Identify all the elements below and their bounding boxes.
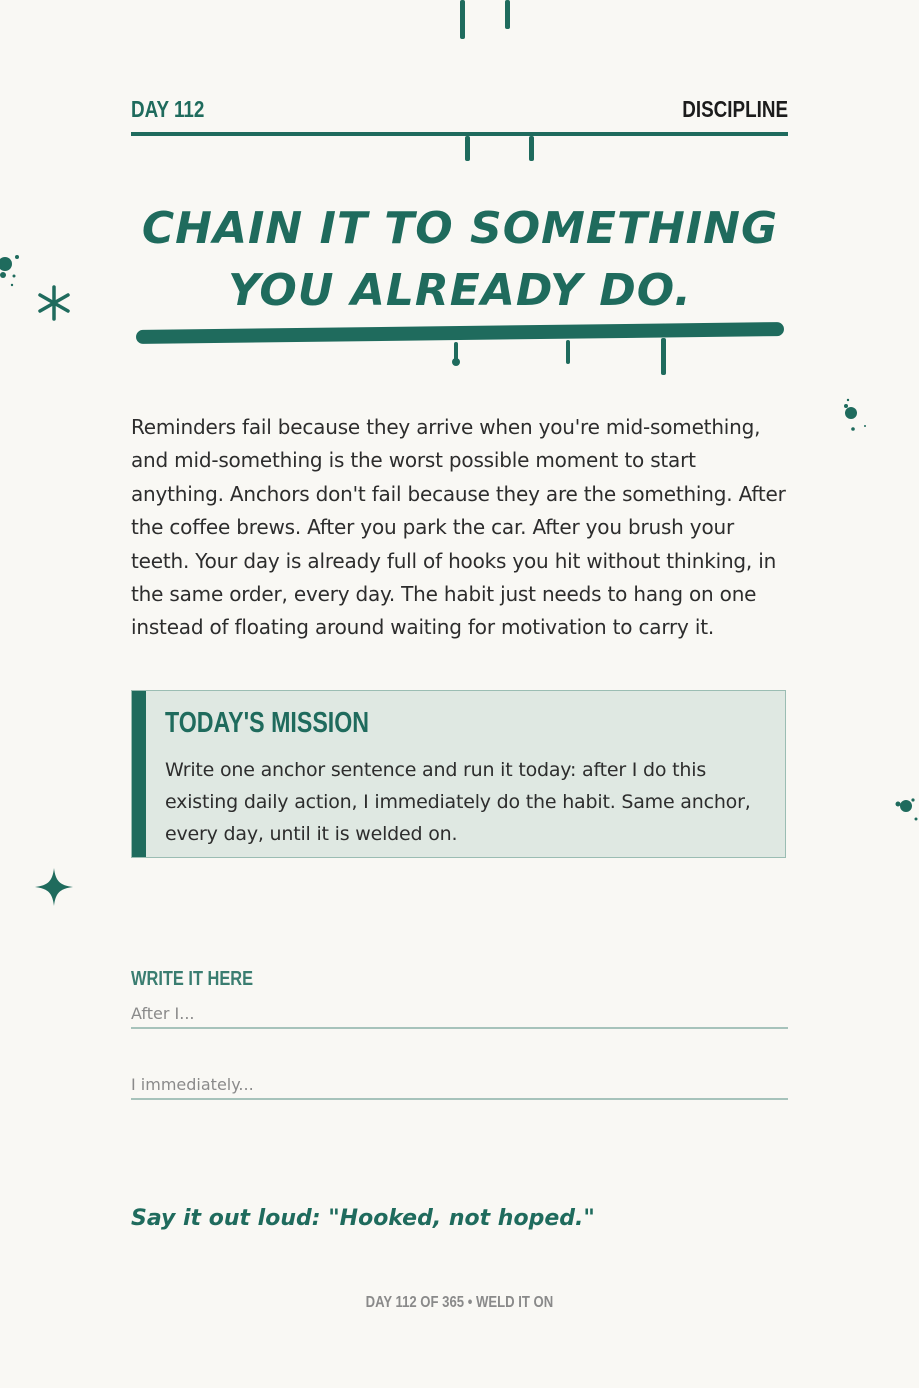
top-tick-left xyxy=(460,0,465,39)
ink-splat-right-icon xyxy=(838,394,870,434)
mission-title: TODAY'S MISSION xyxy=(165,707,370,739)
header-tick-right xyxy=(529,136,534,161)
drip-2 xyxy=(566,340,570,364)
after-field[interactable] xyxy=(131,999,788,1029)
top-tick-right xyxy=(505,0,510,29)
header-tick-left xyxy=(465,136,470,161)
footer-text: DAY 112 OF 365 • WELD IT ON xyxy=(365,1294,554,1311)
mission-accent-bar xyxy=(132,691,146,857)
mission-text: Write one anchor sentence and run it today: after I do this existing daily action, I immediately do the habit. Same anchor, every day, until it is welded on. xyxy=(165,759,751,845)
day-label: DAY 112 xyxy=(131,96,205,122)
title-line-1: CHAIN IT TO SOMETHING xyxy=(141,203,779,254)
body-paragraph: Reminders fail because they arrive when you're mid-something, and mid-something is the worst possible moment to start anything. Anchors don't fail because they are the something. After the coffee brews. After you park the car. After you brush your teeth. Your day is already full of hooks you hit without thinking, in the same order, every day. The habit just needs to hang on one instead of floating around waiting for motivation to carry it. xyxy=(131,415,786,640)
ink-splat-edge-icon xyxy=(893,788,919,824)
title-line-2: YOU ALREADY DO. xyxy=(228,265,692,316)
immediately-field[interactable] xyxy=(131,1070,788,1100)
footer xyxy=(0,1294,919,1312)
affirmation: Say it out loud: "Hooked, not hoped." xyxy=(131,1206,595,1231)
ink-splat-left-icon xyxy=(0,248,26,290)
title-underline xyxy=(136,322,784,344)
drip-3 xyxy=(661,338,666,375)
mission-box xyxy=(131,690,786,858)
write-label: WRITE IT HERE xyxy=(131,968,254,990)
page-title xyxy=(110,198,810,322)
category-label: DISCIPLINE xyxy=(682,96,788,122)
sparkle-star-icon xyxy=(34,867,74,907)
header-rule xyxy=(131,132,788,136)
drip-1-dot xyxy=(452,358,460,366)
asterisk-star-icon xyxy=(35,284,73,322)
